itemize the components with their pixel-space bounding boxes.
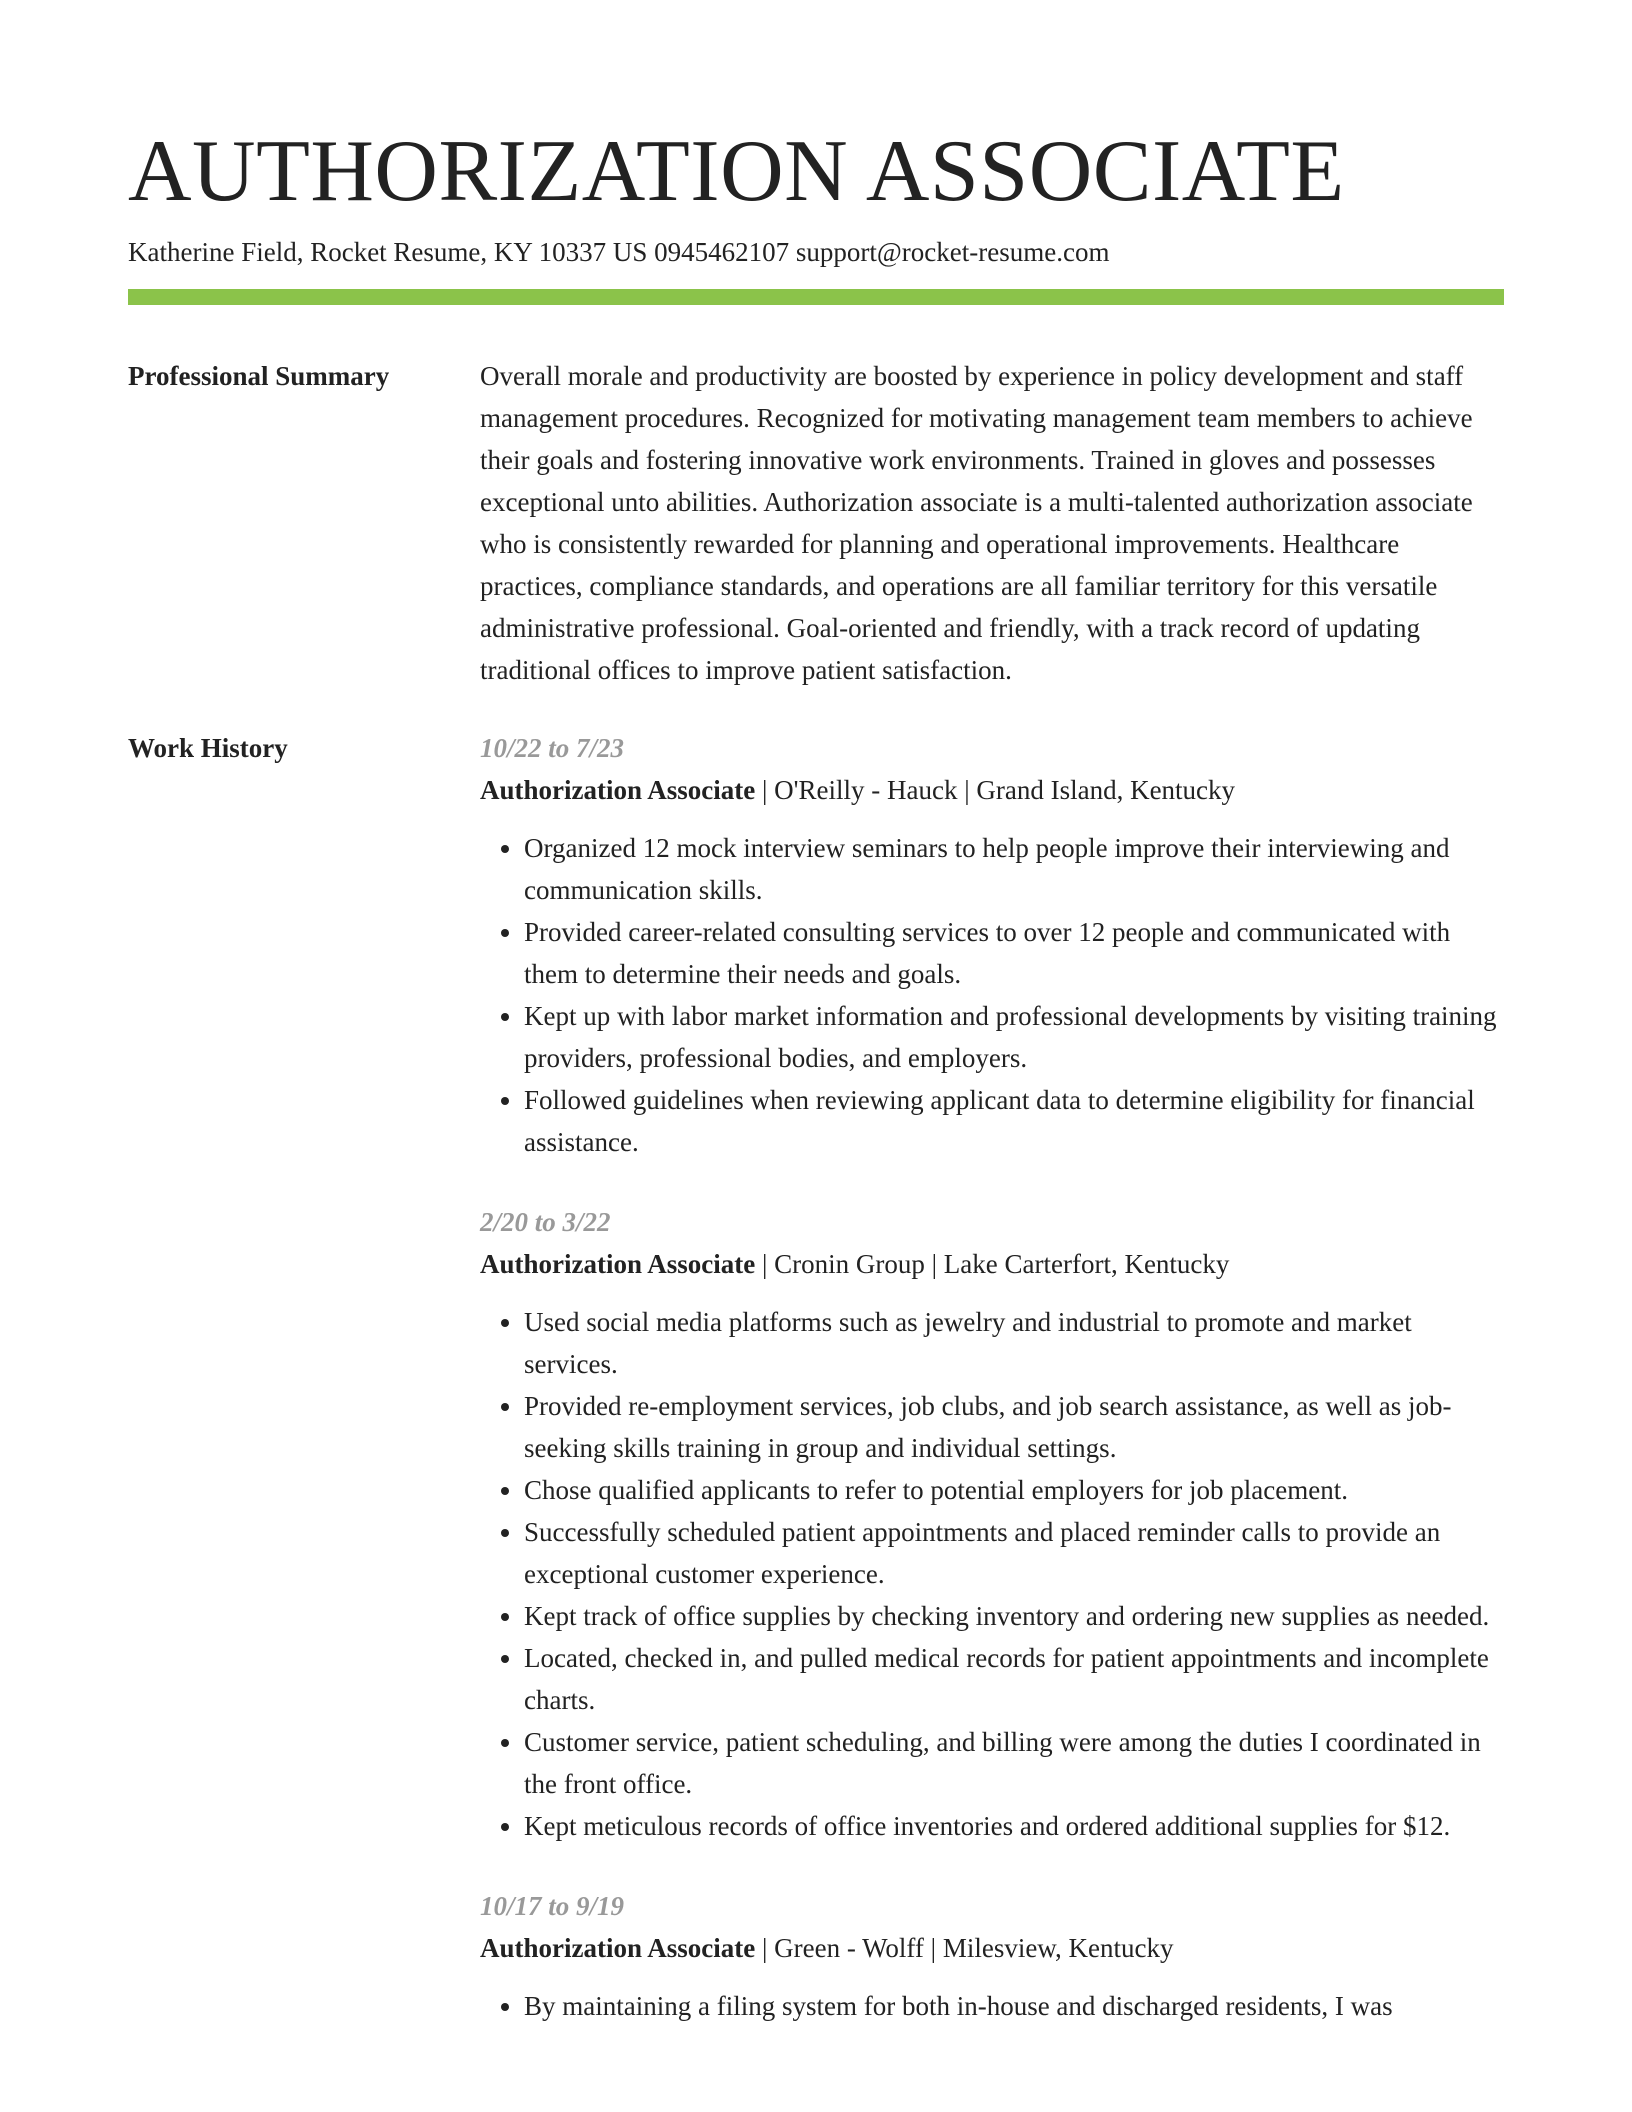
job-dates: 2/20 to 3/22	[480, 1207, 611, 1237]
resume-page	[128, 118, 1504, 2065]
job-entry	[480, 727, 1504, 1163]
work-history-list	[480, 727, 1504, 2065]
job-details: | O'Reilly - Hauck | Grand Island, Kentucky	[755, 775, 1236, 805]
duty-item: • Organized 12 mock interview seminars to help people improve their interviewing and communication skills.	[524, 827, 1504, 911]
job-entry	[480, 1201, 1504, 1847]
duty-list	[480, 827, 1504, 1163]
summary-text: Overall morale and productivity are boosted by experience in policy development and staff management procedures. Recognized for motivating management team members to achieve their goals and fostering innovative work environments. Trained in gloves and possesses exceptional unto abilities. Authorization associate is a multi-talented authorization associate who is consistently rewarded for planning and operational improvements. Healthcare practices, compliance standards, and operations are all familiar territory for this versatile administrative professional. Goal-oriented and friendly, with a track record of updating traditional offices to improve patient satisfaction.	[480, 361, 1473, 685]
job-entry	[480, 1885, 1504, 2027]
duty-item: • Provided career-related consulting services to over 12 people and communicated with them to determine their needs and goals.	[524, 911, 1504, 995]
resume-title: AUTHORIZATION ASSOCIATE	[128, 123, 1345, 220]
job-dates: 10/17 to 9/19	[480, 1891, 625, 1921]
job-heading	[480, 1927, 1504, 1969]
work-history-section	[128, 727, 1504, 2065]
duty-item: • Followed guidelines when reviewing applicant data to determine eligibility for financial assistance.	[524, 1079, 1504, 1163]
contact-info: Katherine Field, Rocket Resume, KY 10337 US 0945462107 support@rocket-resume.com	[128, 237, 1110, 267]
job-heading	[480, 1243, 1504, 1285]
job-heading	[480, 769, 1504, 811]
job-role: Authorization Associate	[480, 1249, 756, 1279]
job-details: | Cronin Group | Lake Carterfort, Kentucky	[755, 1249, 1230, 1279]
duty-item: • By maintaining a filing system for both in-house and discharged residents, I was	[524, 1985, 1504, 2027]
duty-list	[480, 1985, 1504, 2027]
duty-item: • Kept track of office supplies by checking inventory and ordering new supplies as needed.	[524, 1595, 1504, 1637]
duty-item: • Successfully scheduled patient appointments and placed reminder calls to provide an exceptional customer experience.	[524, 1511, 1504, 1595]
duty-item: • Provided re-employment services, job clubs, and job search assistance, as well as job-seeking skills training in group and individual settings.	[524, 1385, 1504, 1469]
duty-item: • Kept meticulous records of office inventories and ordered additional supplies for $12.	[524, 1805, 1504, 1847]
duty-item: • Chose qualified applicants to refer to potential employers for job placement.	[524, 1469, 1504, 1511]
duty-item: • Located, checked in, and pulled medical records for patient appointments and incomplete charts.	[524, 1637, 1504, 1721]
duty-item: • Customer service, patient scheduling, and billing were among the duties I coordinated in the front office.	[524, 1721, 1504, 1805]
job-details: | Green - Wolff | Milesview, Kentucky	[755, 1933, 1174, 1963]
accent-divider	[128, 289, 1504, 305]
duty-list	[480, 1301, 1504, 1847]
job-role: Authorization Associate	[480, 775, 756, 805]
section-label-summary: Professional Summary	[128, 361, 390, 391]
duty-item: • Kept up with labor market information and professional developments by visiting training providers, professional bodies, and employers.	[524, 995, 1504, 1079]
job-dates: 10/22 to 7/23	[480, 733, 625, 763]
job-role: Authorization Associate	[480, 1933, 756, 1963]
duty-item: • Used social media platforms such as jewelry and industrial to promote and market services.	[524, 1301, 1504, 1385]
section-label-work-history: Work History	[128, 733, 288, 763]
professional-summary-section	[128, 355, 1504, 691]
